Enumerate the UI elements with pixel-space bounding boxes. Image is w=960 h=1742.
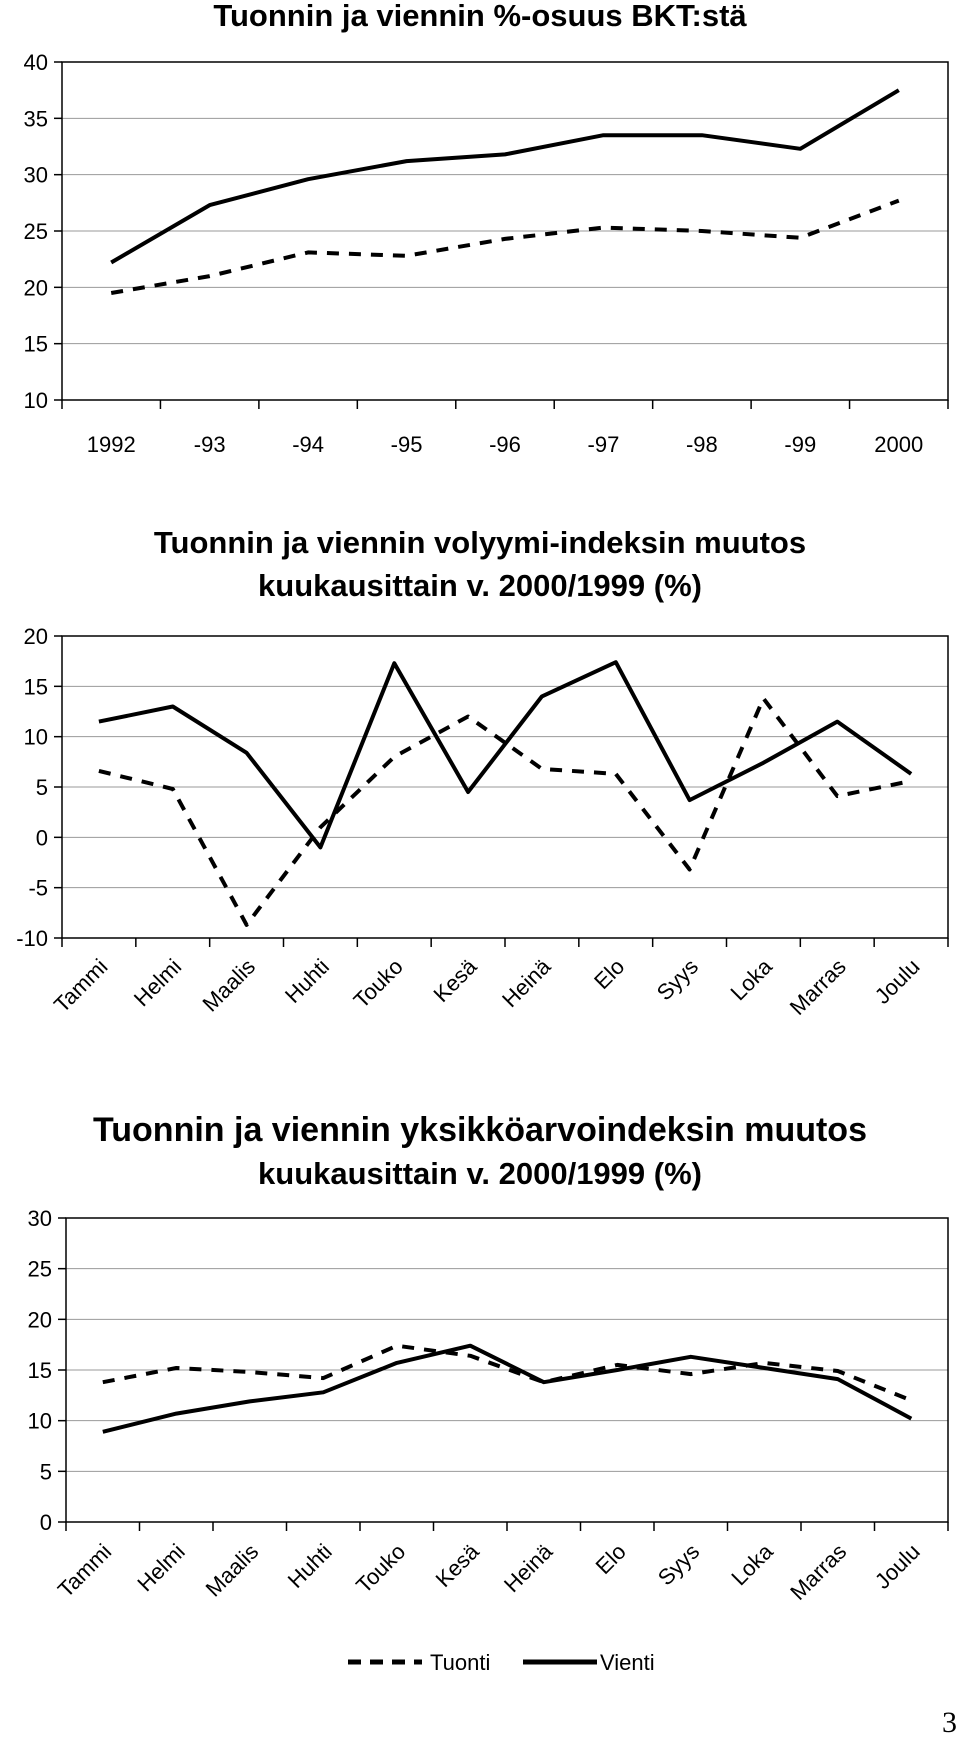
x-tick-label: Helmi <box>132 1538 190 1597</box>
x-tick-label: Marras <box>784 953 851 1020</box>
chart-subtitle: kuukausittain v. 2000/1999 (%) <box>258 568 702 603</box>
x-tick-label: Tammi <box>52 1538 117 1603</box>
x-tick-label: -98 <box>685 432 718 457</box>
y-tick-label: -5 <box>28 875 48 901</box>
series-line-tuonti <box>111 201 899 293</box>
x-tick-label: Heinä <box>497 953 556 1013</box>
y-tick-label: 30 <box>27 1206 52 1231</box>
series-line-vienti <box>111 90 899 262</box>
page-number: 3 <box>942 1706 957 1739</box>
y-tick-label: 25 <box>23 219 48 244</box>
y-tick-label: 25 <box>27 1256 52 1282</box>
y-tick-label: 15 <box>27 1358 52 1383</box>
chart-unit-value-index <box>28 1111 948 1605</box>
x-tick-label: Touko <box>348 953 408 1014</box>
chart-title: Tuonnin ja viennin yksikköarvoindeksin muutos <box>93 1111 867 1149</box>
y-tick-label: 10 <box>27 1408 52 1434</box>
y-tick-label: 15 <box>23 331 48 357</box>
x-tick-label: -94 <box>292 432 325 457</box>
y-tick-label: 20 <box>27 1307 52 1333</box>
x-tick-label: -93 <box>193 432 226 457</box>
chart-subtitle: kuukausittain v. 2000/1999 (%) <box>258 1156 702 1191</box>
legend-label-vienti: Vienti <box>600 1650 655 1675</box>
y-tick-label: 30 <box>23 162 48 188</box>
x-tick-label: Syys <box>652 1538 705 1591</box>
x-tick-label: 2000 <box>874 432 924 457</box>
x-tick-label: -96 <box>489 432 521 457</box>
x-tick-label: Touko <box>351 1538 411 1599</box>
x-tick-label: Marras <box>785 1538 852 1605</box>
series-line-vienti <box>99 662 911 847</box>
x-tick-label: Joulu <box>869 1538 925 1594</box>
x-tick-label: Joulu <box>869 953 925 1009</box>
x-tick-label: Syys <box>651 953 704 1006</box>
legend <box>348 1650 655 1675</box>
y-tick-label: 10 <box>23 724 48 750</box>
series-line-vienti <box>103 1346 912 1432</box>
x-tick-label: Helmi <box>128 953 187 1012</box>
chart-volume-index <box>16 525 948 1020</box>
x-tick-label: Kesä <box>430 1538 484 1593</box>
x-tick-label: Heinä <box>498 1538 558 1598</box>
x-tick-label: Kesä <box>428 953 482 1008</box>
x-tick-label: Elo <box>589 953 630 995</box>
x-tick-label: Elo <box>590 1538 631 1580</box>
y-tick-label: -10 <box>16 926 48 951</box>
y-tick-label: 20 <box>23 275 48 301</box>
x-tick-label: -97 <box>587 432 620 457</box>
y-tick-label: 0 <box>35 825 48 851</box>
y-tick-label: 15 <box>23 674 48 700</box>
x-tick-label: Loka <box>726 1538 778 1591</box>
y-tick-label: 5 <box>39 1459 52 1485</box>
x-tick-label: Maalis <box>197 953 261 1017</box>
y-tick-label: 0 <box>39 1510 52 1535</box>
y-tick-label: 5 <box>35 775 48 800</box>
series-line-tuonti <box>99 698 911 925</box>
y-tick-label: 40 <box>23 50 48 75</box>
x-tick-label: 1992 <box>86 432 136 457</box>
x-tick-label: Tammi <box>48 953 113 1018</box>
y-tick-label: 20 <box>23 624 48 649</box>
x-tick-label: -99 <box>784 432 817 457</box>
chart-gdp-share <box>24 0 948 457</box>
legend-label-tuonti: Tuonti <box>430 1650 491 1675</box>
x-tick-label: Loka <box>725 953 777 1006</box>
x-tick-label: Maalis <box>200 1538 264 1602</box>
chart-title: Tuonnin ja viennin %-osuus BKT:stä <box>213 0 747 33</box>
x-tick-label: Huhti <box>282 1538 337 1593</box>
y-tick-label: 10 <box>23 388 48 413</box>
x-tick-label: Huhti <box>279 953 334 1008</box>
x-tick-label: -95 <box>390 432 423 457</box>
y-tick-label: 35 <box>23 106 48 132</box>
chart-title: Tuonnin ja viennin volyymi-indeksin muutos <box>153 525 807 560</box>
